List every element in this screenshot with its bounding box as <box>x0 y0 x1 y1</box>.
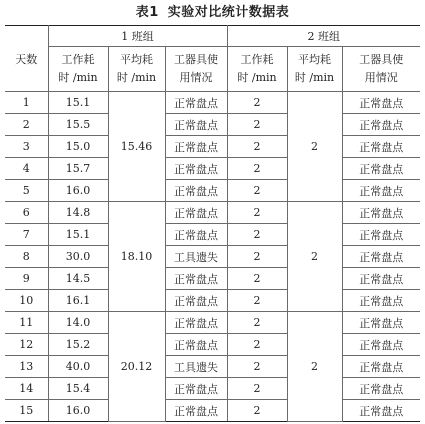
cell-g2-tool-usage: 正常盘点 <box>342 158 420 180</box>
cell-g2-avg-time: 2 <box>287 92 342 202</box>
cell-g2-work-time: 2 <box>227 334 287 356</box>
cell-g2-tool-usage: 正常盘点 <box>342 356 420 378</box>
cell-g1-work-time: 16.1 <box>48 290 108 312</box>
cell-g2-work-time: 2 <box>227 312 287 334</box>
cell-g2-work-time: 2 <box>227 114 287 136</box>
cell-g1-tool-usage: 正常盘点 <box>165 378 227 400</box>
cell-g2-tool-usage: 正常盘点 <box>342 92 420 114</box>
cell-g1-tool-usage: 工具遗失 <box>165 246 227 268</box>
table-header <box>5 26 420 92</box>
cell-g2-avg-time: 2 <box>287 202 342 312</box>
cell-g1-tool-usage: 正常盘点 <box>165 114 227 136</box>
cell-g1-work-time: 15.5 <box>48 114 108 136</box>
cell-g1-tool-usage: 正常盘点 <box>165 158 227 180</box>
cell-g1-tool-usage: 正常盘点 <box>165 268 227 290</box>
cell-g2-tool-usage: 正常盘点 <box>342 114 420 136</box>
cell-g1-tool-usage: 正常盘点 <box>165 136 227 158</box>
cell-day: 8 <box>5 246 48 268</box>
cell-g2-tool-usage: 正常盘点 <box>342 202 420 224</box>
cell-g2-tool-usage: 正常盘点 <box>342 400 420 422</box>
cell-day: 4 <box>5 158 48 180</box>
header-g2-work-time: 工作耗 时 /min <box>227 47 287 92</box>
cell-g2-work-time: 2 <box>227 136 287 158</box>
table-row <box>5 268 420 290</box>
header-group-2: 2 班组 <box>227 26 420 47</box>
header-g1-work-time: 工作耗 时 /min <box>48 47 108 92</box>
cell-g1-tool-usage: 工具遗失 <box>165 356 227 378</box>
header-g1-tool-usage: 工器具使 用情况 <box>165 47 227 92</box>
cell-g2-work-time: 2 <box>227 268 287 290</box>
cell-g1-work-time: 15.1 <box>48 224 108 246</box>
header-g2-avg-time: 平均耗 时 /min <box>287 47 342 92</box>
comparison-table <box>5 25 420 422</box>
cell-g2-work-time: 2 <box>227 180 287 202</box>
cell-g1-work-time: 15.7 <box>48 158 108 180</box>
cell-day: 14 <box>5 378 48 400</box>
cell-g1-avg-time: 20.12 <box>108 312 165 422</box>
cell-g1-work-time: 15.0 <box>48 136 108 158</box>
cell-g2-work-time: 2 <box>227 356 287 378</box>
cell-g2-work-time: 2 <box>227 378 287 400</box>
cell-g1-tool-usage: 正常盘点 <box>165 312 227 334</box>
cell-day: 15 <box>5 400 48 422</box>
cell-g2-tool-usage: 正常盘点 <box>342 268 420 290</box>
table-row <box>5 136 420 158</box>
cell-day: 10 <box>5 290 48 312</box>
cell-g2-tool-usage: 正常盘点 <box>342 378 420 400</box>
cell-day: 13 <box>5 356 48 378</box>
cell-g1-tool-usage: 正常盘点 <box>165 92 227 114</box>
table-title: 实验对比统计数据表 <box>167 5 290 20</box>
cell-g1-work-time: 14.0 <box>48 312 108 334</box>
cell-day: 9 <box>5 268 48 290</box>
cell-g1-work-time: 14.5 <box>48 268 108 290</box>
cell-g2-work-time: 2 <box>227 202 287 224</box>
cell-g2-tool-usage: 正常盘点 <box>342 334 420 356</box>
table-row <box>5 224 420 246</box>
cell-g2-work-time: 2 <box>227 224 287 246</box>
cell-g2-work-time: 2 <box>227 92 287 114</box>
cell-g1-work-time: 14.8 <box>48 202 108 224</box>
table-row <box>5 92 420 114</box>
cell-g1-tool-usage: 正常盘点 <box>165 334 227 356</box>
cell-g1-tool-usage: 正常盘点 <box>165 290 227 312</box>
header-g1-avg-time: 平均耗 时 /min <box>108 47 165 92</box>
header-g2-tool-usage: 工器具使 用情况 <box>342 47 420 92</box>
table-caption <box>0 4 425 22</box>
header-group-1: 1 班组 <box>48 26 227 47</box>
cell-day: 2 <box>5 114 48 136</box>
cell-g1-tool-usage: 正常盘点 <box>165 400 227 422</box>
table-row <box>5 356 420 378</box>
cell-g1-work-time: 40.0 <box>48 356 108 378</box>
cell-g1-avg-time: 15.46 <box>108 92 165 202</box>
cell-g1-work-time: 15.1 <box>48 92 108 114</box>
cell-g1-work-time: 30.0 <box>48 246 108 268</box>
cell-g2-tool-usage: 正常盘点 <box>342 136 420 158</box>
cell-g2-tool-usage: 正常盘点 <box>342 312 420 334</box>
cell-g1-tool-usage: 正常盘点 <box>165 180 227 202</box>
cell-g2-avg-time: 2 <box>287 312 342 422</box>
cell-day: 1 <box>5 92 48 114</box>
cell-g1-tool-usage: 正常盘点 <box>165 224 227 246</box>
table-row <box>5 334 420 356</box>
table-row <box>5 290 420 312</box>
table-row <box>5 378 420 400</box>
table-row <box>5 312 420 334</box>
cell-g2-tool-usage: 正常盘点 <box>342 246 420 268</box>
cell-g2-work-time: 2 <box>227 400 287 422</box>
header-day: 天数 <box>5 26 48 92</box>
cell-day: 3 <box>5 136 48 158</box>
cell-g2-tool-usage: 正常盘点 <box>342 180 420 202</box>
cell-g1-work-time: 15.4 <box>48 378 108 400</box>
cell-day: 11 <box>5 312 48 334</box>
table-body <box>5 92 420 422</box>
cell-g1-tool-usage: 正常盘点 <box>165 202 227 224</box>
table-row <box>5 114 420 136</box>
cell-day: 6 <box>5 202 48 224</box>
table-row <box>5 400 420 422</box>
cell-day: 12 <box>5 334 48 356</box>
table-row <box>5 246 420 268</box>
cell-day: 7 <box>5 224 48 246</box>
table-row <box>5 180 420 202</box>
cell-day: 5 <box>5 180 48 202</box>
table-row <box>5 158 420 180</box>
table-number: 表1 <box>135 5 159 20</box>
cell-g2-work-time: 2 <box>227 158 287 180</box>
cell-g1-work-time: 16.0 <box>48 400 108 422</box>
cell-g1-work-time: 15.2 <box>48 334 108 356</box>
cell-g1-work-time: 16.0 <box>48 180 108 202</box>
cell-g2-work-time: 2 <box>227 290 287 312</box>
cell-g2-work-time: 2 <box>227 246 287 268</box>
cell-g2-tool-usage: 正常盘点 <box>342 290 420 312</box>
cell-g2-tool-usage: 正常盘点 <box>342 224 420 246</box>
table-row <box>5 202 420 224</box>
cell-g1-avg-time: 18.10 <box>108 202 165 312</box>
